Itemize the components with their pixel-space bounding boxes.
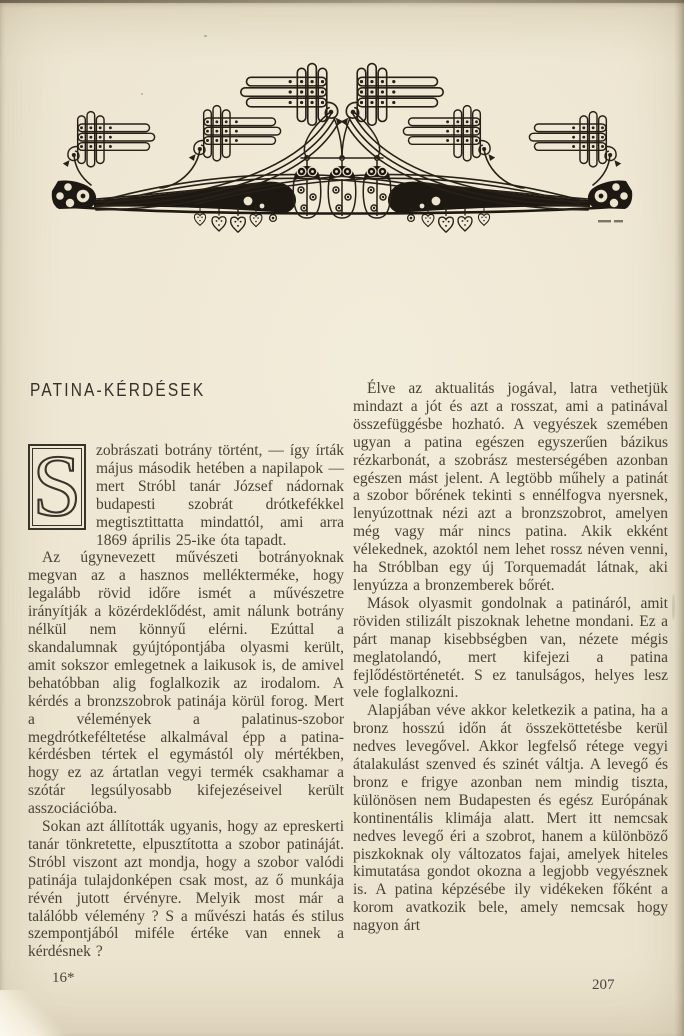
paragraph: Sokan azt állították ugyanis, hogy az epreskerti tanár tönkretette, elpusztította a szobor patináját. Stróbl viszont azt mondja, hogy a szobor valódi patinája tulajdonképen csak most, az ő munkája révén jutott érvényre. Melyik most már a találóbb vélemény ? S a művészi hatás és stilus szempontjából miféle értéke van ennek a kérdésnek ?	[28, 818, 344, 961]
paper-speck	[672, 594, 675, 620]
art-nouveau-headpiece-ornament	[30, 50, 654, 260]
engraver-signature-mark	[598, 220, 623, 222]
paragraph: Alapjában véve akkor keletkezik a patina, ha a bronz hosszú időn át összeköttetésbe kerül nedves levegővel. Akkor legfelső rétege vegyi átalakulást szenved és szinét váltja. A levegő és bronz e frigye azonban nem mindig tiszta, különösen nem Budapesten és egész Európának kontinentális klimája alatt. Mert itt nemcsak nedves levegő éri a szobrot, hanem a különböző piszkoknak oly változatos fajai, amelyek hiteles kimutatása gondot okozna a legjobb vegyésznek is. A patina képzésébe ily vidékeken főként a korom avatkozik bele, amely nemcsak hogy nagyon árt	[353, 702, 668, 935]
article-title: PATINA-KÉRDÉSEK	[30, 380, 206, 400]
paragraph: Az úgynevezett művészeti botrányoknak megvan az a hasznos mellékterméke, hogy legalább rövid időre ismét a művészetre irányítják a közérdeklődést, amit nálunk botrány nélkül nem könnyű elérni. Ezúttal a skandalumnak gyújtópontjába olyasmi került, amit sokszor emlegetnek a laikusok is, de amivel behatóbban alig foglalkozik az irodalom. A kérdés a bronzszobrok patinája körül forog. Mert a vélemények a palatinus-szobor megdrótkeféltetése alkalmával épp a patina-kérdésben tértek el egymástól oly mértékben, hogy ez az ártatlan vegyi termék csakhamar a szótár legsúlyosabb kifejezéseivel került asszociációba.	[28, 549, 344, 818]
paragraph: Mások olyasmit gondolnak a patináról, amit röviden stilizált piszoknak lehetne mondani. Ez a párt manap kisebbségben van, nézete mégis meglatolandó, mert kifejezi a patina fejlődéstörténetét. S ez tanulságos, helyes lesz vele foglalkozni.	[353, 594, 668, 702]
paragraph-lead	[28, 442, 344, 549]
signature-number: 16*	[52, 970, 75, 986]
paper-speck	[204, 35, 207, 37]
page-corner-curl	[0, 990, 70, 1036]
right-column	[353, 380, 668, 961]
drop-cap-letter: S	[33, 449, 81, 525]
left-column	[28, 380, 344, 961]
page-edge-shadow	[674, 0, 684, 1036]
paragraph-text: zobrászati botrány történt, — így írták május második hetében a napilapok — mert Stróbl tanár József nádornak budapesti szobrát drótkefékkel megtisztittatta mindattól, ami arra 1869 április 25-ike óta tapadt.	[96, 442, 344, 549]
paragraph: Élve az aktualitás jogával, latra vethetjük mindazt a jót és azt a rosszat, ami a patinával összefüggésbe hozható. A vegyészek szemében ugyan a patina egészen egyszerűen bázikus rézkarbonát, a szobrász mesterségében azonban egészen mást jelent. A legtöbb műhely a patinát a szobor bőrének tekinti s ennélfogva nyersnek, lenyúzottnak nézi azt a bronzszobrot, amelyen még vagy már nincs patina. Akik ekként vélekednek, azoktól nem lehet rossz néven venni, ha Stróblban egy új Torquemadát látnak, aki lenyúzza a bronzemberek bőrét.	[353, 380, 668, 594]
drop-cap-initial	[28, 444, 86, 530]
article-body	[28, 380, 668, 961]
scan-edge-shadow	[0, 0, 684, 3]
page-number: 207	[592, 977, 615, 993]
